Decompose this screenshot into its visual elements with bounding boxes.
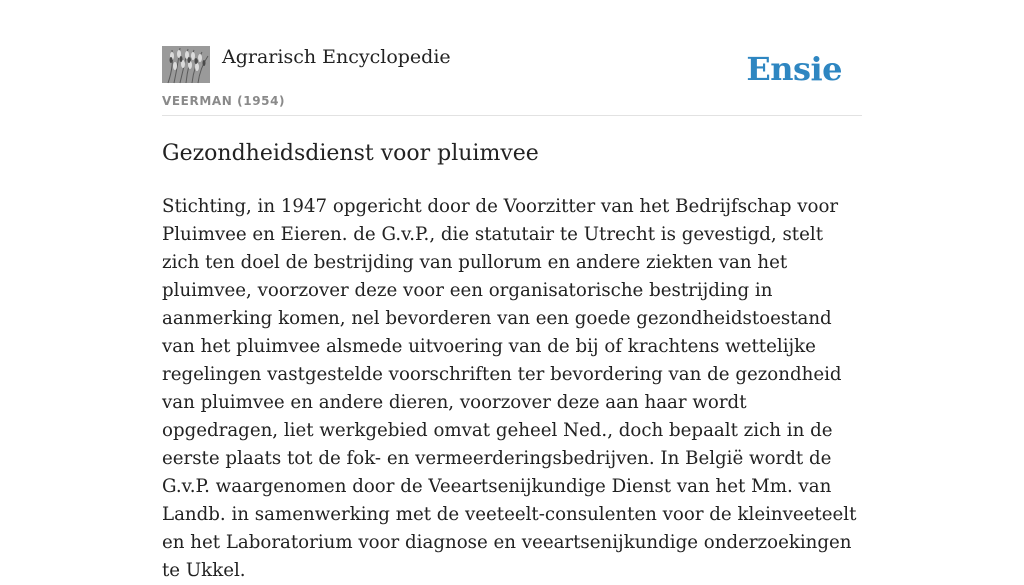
wheat-ears-logo-icon[interactable] [162, 46, 210, 83]
entry-title: Gezondheidsdienst voor pluimvee [162, 141, 539, 166]
source-header [162, 46, 862, 116]
brand-logo-link[interactable]: Ensie [746, 50, 842, 88]
source-title-link[interactable]: Agrarisch Encyclopedie [222, 46, 451, 68]
source-author: VEERMAN (1954) [162, 94, 286, 108]
entry-body: Stichting, in 1947 opgericht door de Voorzitter van het Bedrijfschap voor Pluimvee en Eieren. de G.v.P., die statutair te Utrecht is gevestigd, stelt zich ten doel de bestrijding van pullorum en andere ziekten van het pluimvee, voorzover deze voor een organisatorische bestrijding in aanmerking komen, nel bevorderen van een goede gezondheidstoestand van het pluimvee alsmede uitvoering van de bij of krachtens wettelijke regelingen vastgestelde voorschriften ter bevordering van de gezondheid van pluimvee en andere dieren, voorzover deze aan haar wordt opgedragen, liet werkgebied omvat geheel Ned., doch bepaalt zich in de eerste plaats tot de fok- en vermeerderingsbedrijven. In België wordt de G.v.P. waargenomen door de Veeartsenijkundige Dienst van het Mm. van Landb. in samenwerking met de veeteelt-consulenten voor de kleinveeteelt en het Laboratorium voor diagnose en veeartsenijkundige onderzoekingen te Ukkel. [162, 196, 857, 581]
header-divider [162, 115, 862, 116]
